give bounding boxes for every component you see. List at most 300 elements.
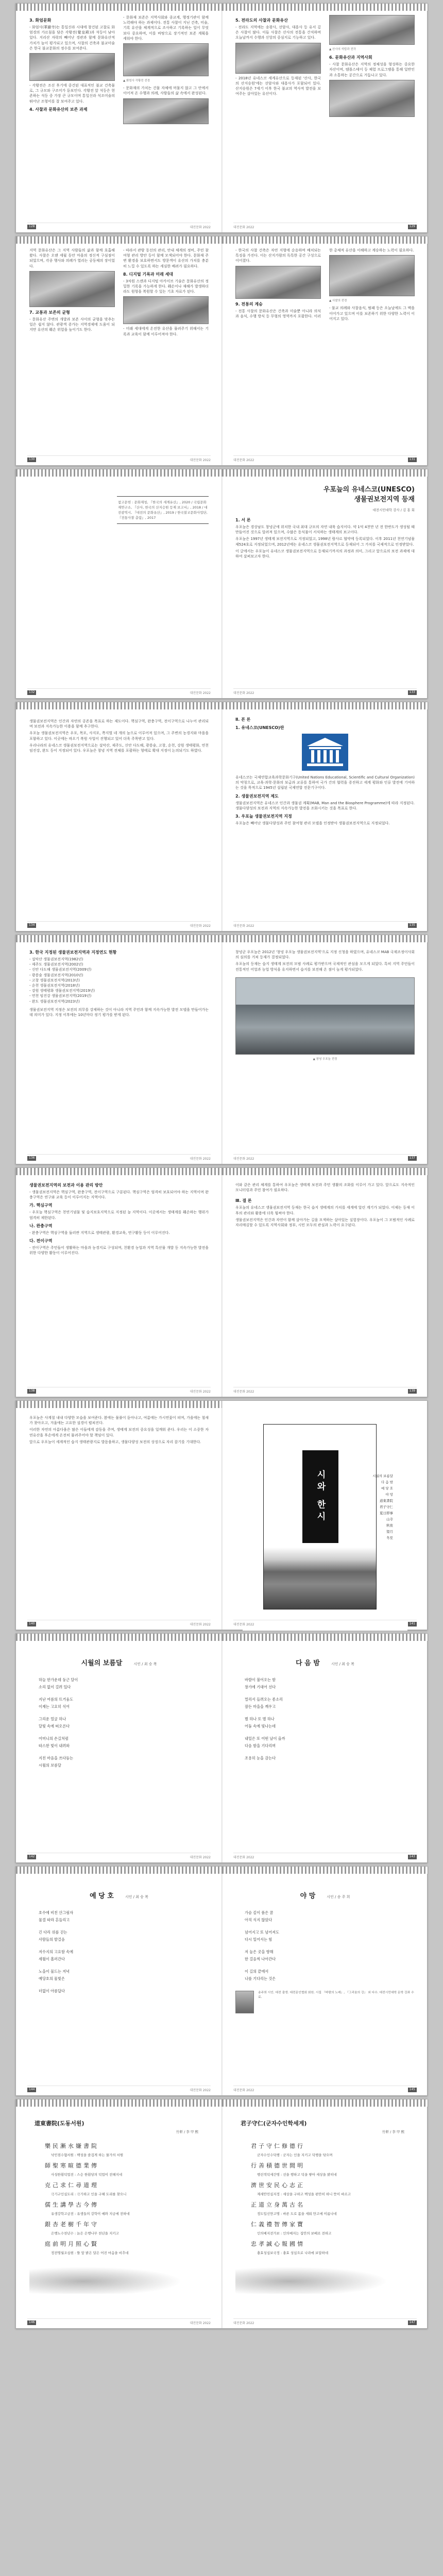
page-footer xyxy=(233,2318,417,2325)
poem-line: 이 길의 끝에서 xyxy=(245,1969,269,1974)
page-number: 140 xyxy=(27,1622,36,1626)
stanza-break xyxy=(245,1730,415,1735)
section-heading: 가. 핵심구역 xyxy=(29,1203,53,1208)
roof-photo xyxy=(264,1547,376,1609)
footer-title: 대전문화 2022 xyxy=(190,226,211,229)
list-item: - 연천 임진강 생물권보전지역(2019년) xyxy=(29,994,92,998)
toc-item[interactable]: 시월의 보름달 xyxy=(372,1474,393,1478)
header-band xyxy=(222,935,428,942)
page-left xyxy=(16,2099,222,2329)
poem-body xyxy=(235,1676,415,1762)
footer-title: 대전문화 2022 xyxy=(233,226,254,229)
author-photo xyxy=(235,1991,254,2013)
hanshi-line: 庭前明月照心賢 xyxy=(45,2241,99,2247)
section-heading: 나. 완충구역 xyxy=(29,1223,53,1228)
table-of-contents xyxy=(372,1473,393,1541)
poem-line: 조용히 눈을 감는다 xyxy=(245,1756,276,1760)
paragraph: 생물권보전지역은 유네스코 인간과 생물권 계획(MAB, Man and the Biosphere Programme)에 따라 지정된다. 생물다양성의 보전과 지역의 지속가능한 발전을 조화시키는 것을 목표로 한다. xyxy=(235,801,415,810)
author-bio xyxy=(235,1991,415,2013)
footer-title: 대전문화 2022 xyxy=(190,1390,211,1394)
reference-box: 참고문헌 : 문화재청, 『한국의 세계유산』, 2020 / 국립문화재연구소, 『산사, 한국의 산지승원 등재 보고서』, 2018 / 대전광역시, 『대전의 문화유산』, 2019 / 한국불교문화사업단, 『전통사찰 총람』, 2017 xyxy=(117,496,209,524)
page-number: 129 xyxy=(408,225,417,229)
paragraph: 우포늪의 유네스코 생물권보전지역 등재는 한국 습지 생태계의 가치를 세계에 알린 계기가 되었다. 이제는 등재 이후의 관리와 활용에 더욱 힘써야 한다. xyxy=(235,1206,415,1215)
poem-author: 시인 / 송 주 희 xyxy=(327,1895,350,1899)
paragraph: 앞으로 우포늪이 세계적인 습지 생태관광지로 발돋움하고, 생물다양성 보전의 상징으로 자리 잡기를 기대한다. xyxy=(29,1439,201,1444)
page-number: 131 xyxy=(408,457,417,462)
section-heading: 9. 전통의 계승 xyxy=(235,301,263,307)
hanshi-translation: 사성한훤덕업전 : 스승 한훤당의 덕업이 전해지네 xyxy=(51,2173,123,2177)
hanshi-translation: 정전명월조심현 : 뜰 앞 밝은 달은 어진 마음을 비추네 xyxy=(51,2251,129,2255)
article-subtitle: 생물권보전지역 등재 xyxy=(354,496,415,503)
stanza-break xyxy=(39,1943,209,1948)
paragraph: - 문화유산 주변의 개발과 보존 사이의 균형을 맞추는 일은 쉽지 않다. 관광객 증가는 지역경제에 도움이 되지만 유산의 훼손 위험을 높이기도 한다. xyxy=(29,317,115,332)
page-footer xyxy=(233,1387,417,1394)
poem-line: 멀리서 들려오는 종소리 xyxy=(245,1697,283,1702)
bio-text: 송주희 시인. 대전 출생. 대전문인협회 회원. 시집 『바람의 노래』, 『그리움의 강』 외 다수. 대전시민대학 문학 강좌 수료. xyxy=(258,1991,414,1999)
paragraph: 창녕군 우포늪은 2012년 '창녕 우포늪 생물권보전지역'으로 지정 신청을 하였으며, 유네스코 MAB 국제조정이사회의 심의를 거쳐 등재가 결정되었다. xyxy=(235,950,415,960)
page-number: 142 xyxy=(27,1855,36,1859)
footer-title: 대전문화 2022 xyxy=(233,1856,254,1859)
poem-title: 다 음 밤 xyxy=(296,1659,320,1667)
header-band xyxy=(16,236,222,244)
stanza-break xyxy=(39,1924,209,1929)
hanshi-translation: 행선적덕세간명 : 선을 행하고 덕을 쌓아 세상을 밝히네 xyxy=(257,2173,337,2177)
poem-line: 따스한 빛이 내려와 xyxy=(39,1743,70,1748)
page-left xyxy=(16,1401,222,1631)
paragraph: - 2018년 유네스코 세계유산으로 등재된 '산사, 한국의 산지승원'에는 선암사와 대흥사가 포함되어 있다. 산지승원은 7세기 이후 한국 불교의 역사적 발전을 보여주는 살아있는 유산이다. xyxy=(235,76,321,96)
page-number: 137 xyxy=(408,1156,417,1161)
header-band xyxy=(16,702,222,709)
toc-item[interactable]: 야 망 xyxy=(385,1493,393,1497)
page-left xyxy=(16,1634,222,1863)
poem-line: 그리운 얼굴 하나 xyxy=(39,1717,66,1721)
temple-photo xyxy=(235,43,321,74)
poem-line: 다시 일어서는 힘 xyxy=(245,1937,272,1942)
temple-photo xyxy=(329,15,415,45)
hanshi-line: 銀杏老樹千年守 xyxy=(45,2221,99,2228)
paragraph: - 불교 의례와 사찰음식, 범패 등은 오늘날에도 그 맥을 이어가고 있으며 이를 보존하기 위한 다양한 노력이 이어지고 있다. xyxy=(329,306,415,321)
page-right xyxy=(222,702,428,932)
page-right xyxy=(222,2099,428,2329)
hanshi-line: 行善積德世間明 xyxy=(251,2162,305,2169)
paragraph: - 생물권보전지역은 핵심구역, 완충구역, 전이구역으로 구분된다. 핵심구역은 엄격히 보호되어야 하는 지역이며 완충구역은 연구와 교육 등이 이루어지는 지역이다. xyxy=(29,1190,209,1200)
cover-title: 시와 한시 xyxy=(302,1450,338,1543)
stanza-break xyxy=(39,1730,209,1735)
temple-photo xyxy=(123,43,209,76)
poem-line: 긴 다리 위를 걷는 xyxy=(39,1930,67,1935)
hanshi-line: 忠孝誠心報國情 xyxy=(251,2241,305,2247)
stanza-break xyxy=(39,1982,209,1988)
header-band xyxy=(16,1168,222,1175)
spread-3 xyxy=(15,469,428,699)
page-number: 143 xyxy=(408,1855,417,1859)
poem-line: 소리 없이 걸려 있다 xyxy=(39,1685,71,1689)
paragraph: - 한국의 사찰 건축은 자연 지형에 순응하며 배치되는 특징을 가진다. 이는 산지가람의 독특한 공간 구성으로 이어졌다. xyxy=(235,248,321,263)
toc-item[interactable]: 다 음 밤 xyxy=(381,1480,393,1484)
page-number: 134 xyxy=(27,923,36,928)
header-band xyxy=(222,1867,428,1874)
section-heading: 3. 우포늪 생물권보전지역 지정 xyxy=(235,814,292,819)
section-heading: 다. 전이구역 xyxy=(29,1239,53,1244)
spread-10 xyxy=(15,2099,428,2329)
paragraph: 우리나라의 유네스코 생물권보전지역으로는 설악산, 제주도, 신안 다도해, 광릉숲, 고창, 순천, 강원 생태평화, 연천 임진강, 완도 등이 지정되어 있다. 우포늪은 창녕 지역 전체를 포괄하는 형태로 확대 지정이 논의되기도 하였다. xyxy=(29,743,209,753)
poem-line: 아직 식지 않았다 xyxy=(245,1918,272,1922)
stanza-break xyxy=(39,1750,209,1755)
poem-body xyxy=(235,1909,415,1982)
temple-photo xyxy=(29,53,115,81)
paragraph: - 각황전은 조선 후기에 중건된 대표적인 불교 건축물로, 그 규모와 구조미가 돋보인다. 각황전 앞 석등은 현존하는 석등 중 가장 큰 규모이며 통일신라 석조미술의 뛰어난 조형미를 잘 보여주고 있다. xyxy=(29,83,115,104)
wetland-photo xyxy=(235,977,415,1055)
hanshi-translation: 낙민점수혐서원 : 백성을 즐겁게 하는 물가의 서원 xyxy=(51,2153,124,2157)
toc-item[interactable]: 君子守仁 xyxy=(380,1505,393,1509)
toc-item[interactable]: 秋夜 xyxy=(386,1523,393,1528)
header-band xyxy=(16,4,222,11)
poem-line: 지친 마음을 쓰다듬는 xyxy=(39,1756,74,1760)
poem-line: 가슴 깊이 품은 꿈 xyxy=(245,1910,274,1915)
page-number: 133 xyxy=(408,690,417,695)
page-number: 136 xyxy=(27,1156,36,1161)
spread-1 xyxy=(15,3,428,233)
list-item: - 설악산 생물권보전지역(1982년) xyxy=(29,957,83,961)
paragraph: 이와 같은 관리 체계를 통하여 우포늪은 생태계 보전과 주민 생활의 조화를 이루어 가고 있다. 앞으로도 지속적인 모니터링과 주민 참여가 필요하다. xyxy=(235,1183,415,1193)
page-footer xyxy=(233,688,417,695)
paragraph: 생물권보전지역은 인간과 자연의 공존을 목표로 하는 제도이다. 핵심구역, 완충구역, 전이구역으로 나누어 관리되며 보전과 지속가능한 이용을 함께 추구한다. xyxy=(29,719,209,729)
poem-line: 별 하나 또 별 하나 xyxy=(245,1717,275,1721)
page-footer xyxy=(233,223,417,229)
poem-line: 이제는 고요히 식어 xyxy=(39,1704,70,1709)
footer-title: 대전문화 2022 xyxy=(190,1623,211,1626)
page-number: 130 xyxy=(27,457,36,462)
hanshi-body xyxy=(29,2141,209,2257)
page-number: 128 xyxy=(27,225,36,229)
page-left xyxy=(16,935,222,1165)
page-number: 144 xyxy=(27,2088,36,2092)
hanshi-translation: 은행노수천년수 : 늙은 은행나무 천년을 지키고 xyxy=(51,2231,119,2235)
paragraph: 지역 문화유산은 그 지역 사람들의 삶과 함께 호흡해 왔다. 사찰은 오랜 세월 동안 마을의 정신적 구심점이 되었으며, 각종 행사와 의례가 열리는 공동체의 장이었다. xyxy=(29,248,115,268)
page-footer xyxy=(233,1620,417,1626)
poem-line: 나를 기다리는 것은 xyxy=(245,1976,276,1981)
page-footer xyxy=(27,223,211,229)
footer-title: 대전문화 2022 xyxy=(233,691,254,695)
paragraph: 우포늪은 경상남도 창녕군에 위치한 국내 최대 규모의 자연 내륙 습지이다. 약 1억 4천만 년 전 한반도가 생성될 때 만들어진 것으로 알려져 있으며, 수많은 동식물이 서식하는 생태계의 보고이다. xyxy=(235,525,415,535)
page-left xyxy=(16,702,222,932)
poem-author: 시인 / 최 승 복 xyxy=(133,1662,157,1666)
stanza-break xyxy=(245,1924,415,1929)
hanshi-line: 克己求仁尋道理 xyxy=(45,2182,99,2189)
poem-title: 시월의 보름달 xyxy=(81,1659,123,1667)
building-photo xyxy=(29,271,115,307)
poem-line: 호수에 비친 산그림자 xyxy=(39,1910,74,1915)
paragraph: 우포늪은 사계절 내내 다양한 모습을 보여준다. 봄에는 물풀이 돋아나고, 여름에는 가시연꽃이 피며, 가을에는 철새가 찾아오고, 겨울에는 고요한 설경이 펼쳐진다. xyxy=(29,1416,209,1426)
page-footer xyxy=(233,921,417,928)
footer-title: 대전문화 2022 xyxy=(233,1390,254,1394)
page-right xyxy=(222,1168,428,1398)
page-footer xyxy=(27,1154,211,1161)
paragraph: 유네스코는 국제연합교육과학문화기구(United Nations Educational, Scientific and Cultural Organization)의 약칭으로, 교육·과학·문화의 보급과 교류를 통하여 국가 간의 협력을 증진하고 세계 평화와 인류 발전에 기여하는 것을 목적으로 1945년 설립된 국제연합 전문기구이다. xyxy=(235,775,415,790)
page-number: 138 xyxy=(27,1389,36,1394)
hanshi-line: 君子守仁修德行 xyxy=(251,2143,305,2149)
toc-item[interactable]: 山寺 xyxy=(386,1517,393,1521)
poem-line: 잠든 마을을 깨우고 xyxy=(245,1704,276,1709)
article-author: 대전시민대학 강사 / 김 홍 회 xyxy=(372,508,415,512)
building-photo xyxy=(123,296,209,324)
temple-photo xyxy=(235,266,321,299)
photo-caption: ▲ 사찰의 전경 xyxy=(329,299,347,303)
cover-frame xyxy=(263,1424,377,1609)
stanza-break xyxy=(39,1691,209,1696)
hanshi-translation: 군자수인수덕행 : 군자는 인을 지키고 덕행을 닦으며 xyxy=(257,2153,333,2157)
list-item: - 순천 생물권보전지역(2018년) xyxy=(29,984,80,988)
page-footer xyxy=(27,2318,211,2325)
paragraph: - 사찰 문화유산은 지역의 정체성을 형성하는 중요한 자산이며, 템플스테이 등 체험 프로그램을 통해 일반인과 소통하는 공간으로 거듭나고 있다. xyxy=(329,62,415,77)
poem-line: 바람이 불어오는 밤 xyxy=(245,1677,276,1682)
section-heading: 3. 한국 지정된 생물권보전지역과 지정연도 현황 xyxy=(29,950,117,955)
header-band xyxy=(222,469,428,477)
page-footer xyxy=(233,1154,417,1161)
page-footer xyxy=(27,1387,211,1394)
toc-item[interactable]: 冬至 xyxy=(386,1536,393,1540)
header-band xyxy=(222,4,428,11)
hanshi-line: 師聖寒暄德業傳 xyxy=(45,2162,99,2169)
ink-ornament xyxy=(235,2263,415,2294)
toc-item[interactable]: 夏日即事 xyxy=(380,1511,393,1515)
paragraph: - 화엄사(華嚴寺)는 통일신라 시대에 창건된 고찰로 화엄경의 가르침을 담은 각황전(覺皇殿)과 석등이 남아 있다. 지리산 자락의 빼어난 경관과 함께 문화유산적 가치가 높이 평가되고 있으며, 사찰의 건축과 불교미술은 한국 불교문화의 정수를 보여준다. xyxy=(29,25,115,50)
page-number: 132 xyxy=(27,690,36,695)
header-band xyxy=(222,236,428,244)
footer-title: 대전문화 2022 xyxy=(190,1157,211,1161)
paragraph: - 전라도 지역에는 송광사, 선암사, 대흥사 등 유서 깊은 사찰이 많다. 이들 사찰은 산사의 전통을 간직하며 오늘날까지 수행과 신앙의 중심지로 기능하고 있다. xyxy=(235,25,321,40)
paragraph: - 미래 세대에게 온전한 유산을 물려주기 위해서는 기록과 교육이 함께 이루어져야 한다. xyxy=(123,327,209,336)
page-footer xyxy=(233,2086,417,2092)
footer-title: 대전문화 2022 xyxy=(190,924,211,928)
poem-line: 어머니의 손길처럼 xyxy=(39,1736,69,1741)
unesco-logo-icon xyxy=(302,734,348,771)
page-left xyxy=(16,236,222,466)
page-left xyxy=(16,1867,222,2096)
footer-title: 대전문화 2022 xyxy=(233,1623,254,1626)
header-band xyxy=(16,1867,222,1874)
spread-4 xyxy=(15,702,428,931)
poem-line: 한 걸음씩 나아간다 xyxy=(245,1957,276,1961)
list-item: - 고창 생물권보전지역(2013년) xyxy=(29,978,80,982)
hanshi-line: 儒生講學古今傳 xyxy=(45,2201,99,2208)
hanshi-translation: 유생강학고금전 : 유생들의 강학이 예와 지금에 전하네 xyxy=(51,2212,130,2216)
page-number: 147 xyxy=(408,2320,417,2325)
header-band xyxy=(222,1634,428,1641)
spread-8 xyxy=(15,1633,428,1863)
page-right xyxy=(222,236,428,466)
section-heading: 6. 문화유산과 지역사회 xyxy=(329,55,372,60)
section-heading: Ⅱ. 본 론 xyxy=(235,717,251,722)
section-heading: 생물권보전지역의 보전과 이용 관리 방안 xyxy=(29,1183,103,1188)
page-right-cover xyxy=(222,1401,428,1631)
paragraph: 우포늪의 등재는 습지 생태계 보전의 모범 사례로 평가받으며 국제적인 관심을 모으게 되었다. 특히 지역 주민들이 전통적인 어업과 농업 방식을 유지하면서 습지를 보전해 온 점이 높게 평가되었다. xyxy=(235,962,415,972)
ink-ornament xyxy=(29,2263,209,2294)
toc-item[interactable]: 望月 xyxy=(386,1530,393,1534)
page-right xyxy=(222,469,428,699)
header-band xyxy=(16,469,222,477)
hanshi-line: 樂民漸水嫌書院 xyxy=(45,2143,99,2149)
header-band xyxy=(16,2099,222,2107)
list-item: - 광릉숲 생물권보전지역(2010년) xyxy=(29,973,83,977)
page-footer xyxy=(233,455,417,462)
header-band xyxy=(222,2099,428,2107)
page-footer xyxy=(27,2086,211,2092)
poem-line: 시월의 보름달 xyxy=(39,1763,61,1768)
paragraph: 생물권보전지역 지정은 보전의 의무를 강제하는 것이 아니라 지역 주민과 함께 지속가능한 발전 모델을 만들어가는 데 의미가 있다. 지정 이후에는 10년마다 정기 평가를 받게 된다. xyxy=(29,1007,209,1018)
poem-line: 더없이 아름답다 xyxy=(39,1989,65,1993)
spread-6 xyxy=(15,1167,428,1397)
poem-line: 다음 밤을 기다리며 xyxy=(245,1743,276,1748)
section-heading: 5. 전라도의 사찰과 문화유산 xyxy=(235,18,288,23)
page-number: 146 xyxy=(27,2320,36,2325)
stanza-break xyxy=(245,1963,415,1968)
spread-2 xyxy=(15,236,428,466)
article-title: 우포늪의 유네스코(UNESCO) xyxy=(323,486,415,494)
hanshi-line: 仁義禮智傳家寶 xyxy=(251,2221,305,2228)
hanshi-line: 正道立身萬古名 xyxy=(251,2201,305,2208)
paragraph: 우포늪은 빼어난 생물다양성과 주민 참여형 관리 모델을 인정받아 생물권보전지역으로 지정되었다. xyxy=(235,821,390,826)
hanshi-translation: 인의예지전가보 : 인의예지는 집안의 보배로 전하고 xyxy=(257,2231,332,2235)
paragraph: - 전통 사찰의 문화유산은 건축과 미술뿐 아니라 의식과 음식, 수행 방식 등 무형의 영역까지 포괄한다. 이러한 총체적 유산을 이해하고 계승하는 노력이 필요하다. xyxy=(235,248,414,318)
section-heading: 1. 유네스코(UNESCO)란 xyxy=(235,725,284,730)
stanza-break xyxy=(39,1710,209,1716)
poem-title: 야 망 xyxy=(300,1892,316,1900)
paragraph: 우포늪 생물권보전지역은 우포, 목포, 사지포, 쪽지벌 네 개의 늪으로 이루어져 있으며, 그 주변의 농경지와 마을을 포함하고 있다. 이곳에는 따오기 복원 사업이 진행되고 있어 더욱 주목받고 있다. xyxy=(29,731,209,741)
page-number: 139 xyxy=(408,1389,417,1394)
hanshi-title: 道東書院(도동서원) xyxy=(35,2120,84,2127)
paragraph: - 따라서 관람 동선의 관리, 안내 체계의 정비, 주민 참여형 관리 방안 등이 함께 모색되어야 한다. 문화재 주변 환경을 보호하면서도 방문객이 유산의 가치를 충분히 느낄 수 있도록 하는 세심한 배려가 필요하다. xyxy=(123,248,209,268)
page-left xyxy=(16,4,222,233)
poem-line: 세월이 흘러간다 xyxy=(39,1957,65,1961)
poem-body xyxy=(29,1909,209,1995)
paragraph: - 3차원 스캔과 디지털 아카이브 기술은 문화유산의 정밀한 기록을 가능하게 한다. 훼손이나 재해가 발생하더라도 원형을 복원할 수 있는 기초 자료가 된다. xyxy=(123,279,209,294)
photo-caption: ▲ 산사의 석탑과 전각 xyxy=(329,48,356,51)
paragraph: 이 글에서는 우포늪이 유네스코 생물권보전지역으로 등재되기까지의 과정과 의미, 그리고 앞으로의 보전 과제에 대하여 살펴보고자 한다. xyxy=(235,549,415,559)
poem-author: 시인 / 최 승 복 xyxy=(125,1895,148,1899)
section-heading: 3. 화엄문화 xyxy=(29,18,52,23)
paragraph: - 문화재의 가치는 건물 자체에 머물지 않고 그 안에서 이어져 온 수행과 의례, 사람들의 삶 속에서 완성된다. xyxy=(123,86,209,96)
section-heading: 7. 교통과 보존의 균형 xyxy=(29,310,70,315)
hanshi-title: 君子守仁(군자수인학세계) xyxy=(241,2120,307,2127)
paragraph: 우포늪은 1997년 생태계 보전지역으로 지정되었고, 1998년 람사르 협약에 등록되었다. 이후 2011년 천연기념물 제524호로 지정되었으며, 2012년에는 유네스코 생물권보전지역으로 등재되어 그 가치를 국제적으로 인정받았다. xyxy=(235,537,415,547)
stanza-break xyxy=(245,1691,415,1696)
page-right xyxy=(222,1634,428,1863)
section-cover xyxy=(243,1401,407,1631)
poem-body xyxy=(29,1676,209,1769)
header-band xyxy=(16,1401,222,1408)
hanshi-translation: 제세안민심지정 : 세상을 구하고 백성을 편안히 하니 뜻이 바르고 xyxy=(257,2192,351,2196)
footer-title: 대전문화 2022 xyxy=(190,2089,211,2092)
page-footer xyxy=(27,921,211,928)
poem-line: 내일은 또 어떤 날이 올까 xyxy=(245,1736,285,1741)
section-heading: 2. 생물권보전지역 제도 xyxy=(235,793,279,799)
poem-line: 물결 따라 흔들리고 xyxy=(39,1918,70,1922)
hanshi-translation: 극기구인심도리 : 극기하고 인을 구해 도리를 찾으니 xyxy=(51,2192,127,2196)
footer-title: 대전문화 2022 xyxy=(233,924,254,928)
poem-line: 저 높은 곳을 향해 xyxy=(245,1950,274,1954)
poem-title: 예 당 호 xyxy=(90,1892,114,1900)
photo-caption: ▲ 창녕 우포늪 전경 xyxy=(313,1057,337,1061)
header-band xyxy=(16,935,222,942)
section-heading: 8. 디지털 기록과 미래 세대 xyxy=(123,272,174,277)
page-footer xyxy=(27,455,211,462)
footer-title: 대전문화 2022 xyxy=(233,2321,254,2325)
stanza-break xyxy=(245,1710,415,1716)
footer-title: 대전문화 2022 xyxy=(190,2321,211,2325)
paragraph: - 우포늪 핵심구역은 천연기념물 및 습지보호지역으로 지정된 늪 지역이다. 이곳에서는 생태계를 훼손하는 행위가 엄격히 제한된다. xyxy=(29,1210,209,1220)
spread-5 xyxy=(15,935,428,1164)
poem-line: 사람들의 발걸음 xyxy=(39,1937,65,1942)
poem-line: 저수지의 고요함 속에 xyxy=(39,1950,74,1954)
page-number: 145 xyxy=(408,2088,417,2092)
hanshi-line: 濟世安民心志正 xyxy=(251,2182,305,2189)
spread-7 xyxy=(15,1400,428,1630)
page-footer xyxy=(27,1853,211,1859)
poem-author: 시인 / 최 승 복 xyxy=(331,1662,354,1666)
photo-caption: ▲ 화엄사 각황전 전경 xyxy=(123,79,150,83)
page-right xyxy=(222,1867,428,2096)
footer-title: 대전문화 2022 xyxy=(233,1157,254,1161)
paragraph: 생물권보전지역은 인간과 자연이 함께 살아가는 길을 모색하는 살아있는 실험장이다. 우포늪이 그 모범적인 사례로 자리매김할 수 있도록 지역사회와 정부, 시민 모두의 관심과 노력이 요구된다. xyxy=(235,1217,415,1228)
paragraph: - 완충구역은 핵심구역을 둘러싼 지역으로 생태관광, 환경교육, 연구활동 등이 이루어진다. xyxy=(29,1230,170,1235)
list-item: - 제주도 생물권보전지역(2002년) xyxy=(29,962,83,967)
hanshi-body xyxy=(235,2141,415,2257)
temple-photo xyxy=(329,255,415,296)
poem-line: 창가에 기대어 선다 xyxy=(245,1685,276,1689)
paragraph: - 전이구역은 주민들이 생활하는 마을과 농경지로 구성되며, 친환경 농업과 지역 특산물 개발 등 지속가능한 발전을 위한 다양한 활동이 이루어진다. xyxy=(29,1246,209,1256)
footer-title: 대전문화 2022 xyxy=(233,2089,254,2092)
stanza-break xyxy=(39,1963,209,1968)
poem-line: 하늘 한가운데 둥근 달이 xyxy=(39,1677,78,1682)
poem-line: 지난 여름의 뜨거움도 xyxy=(39,1697,74,1702)
header-band xyxy=(222,702,428,709)
toc-item[interactable]: 道東書院 xyxy=(380,1499,393,1503)
temple-photo xyxy=(123,98,209,124)
section-heading: 1. 서 론 xyxy=(235,518,251,522)
page-footer xyxy=(27,1620,211,1626)
toc-item[interactable]: 예 당 호 xyxy=(381,1486,393,1490)
page-left xyxy=(16,469,222,699)
poem-line: 예당호의 물빛은 xyxy=(39,1976,65,1981)
footer-title: 대전문화 2022 xyxy=(190,459,211,462)
footer-title: 대전문화 2022 xyxy=(190,1856,211,1859)
section-heading: Ⅲ. 결 론 xyxy=(235,1198,252,1204)
hanshi-author: 竹軒 / 李 甲 熙 xyxy=(176,2130,198,2134)
poem-line: 어둠 속에 빛나는데 xyxy=(245,1724,276,1728)
hanshi-author: 竹軒 / 李 甲 熙 xyxy=(382,2130,404,2134)
page-right xyxy=(222,4,428,233)
header-band xyxy=(16,1634,222,1641)
spread-9 xyxy=(15,1866,428,2096)
hanshi-translation: 충효성심보국정 : 충효 성심으로 나라에 보답하네 xyxy=(257,2251,329,2255)
page-left xyxy=(16,1168,222,1398)
page-right xyxy=(222,935,428,1165)
page-number: 141 xyxy=(408,1622,417,1626)
footer-title: 대전문화 2022 xyxy=(190,691,211,695)
page-footer xyxy=(27,688,211,695)
pagoda-photo xyxy=(329,80,415,117)
page-footer xyxy=(233,1853,417,1859)
page-number: 135 xyxy=(408,923,417,928)
poem-line: 넘어지고 또 넘어져도 xyxy=(245,1930,280,1935)
footer-title: 대전문화 2022 xyxy=(233,459,254,462)
list-item: - 강원 생태평화 생물권보전지역(2019년) xyxy=(29,989,95,993)
poem-line: 달빛 속에 떠오른다 xyxy=(39,1724,70,1728)
hanshi-translation: 정도입신만고명 : 바른 도로 몸을 세워 만고에 이름나네 xyxy=(257,2212,337,2216)
list-item: - 신안 다도해 생물권보전지역(2009년) xyxy=(29,968,92,972)
list-item: - 완도 생물권보전지역(2023년) xyxy=(29,999,80,1004)
